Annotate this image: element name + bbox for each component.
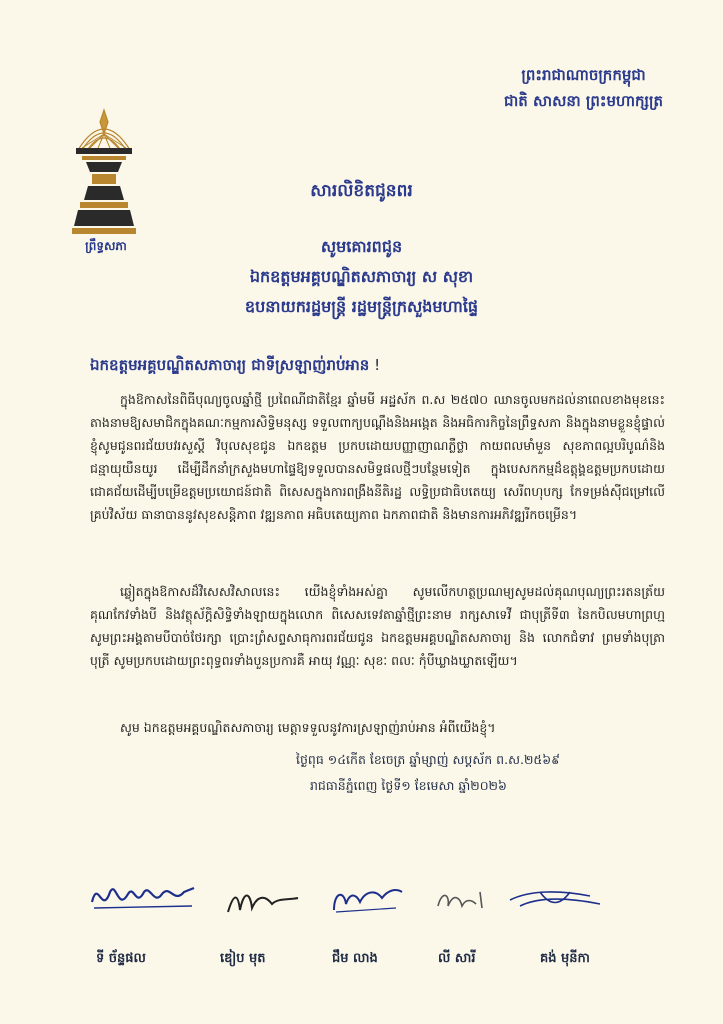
signature-5 (500, 872, 610, 922)
salutation-name: ឯកឧត្តមអគ្គបណ្ឌិតសភាចារ្យ ជាទីស្រឡាញ់រាប់អាន (90, 356, 370, 374)
senate-label: ព្រឹទ្ធសភា (85, 239, 127, 253)
signatory-2: ឌៀប មុត (220, 951, 266, 966)
signatory-1: ទី ច័ន្ទផល (96, 951, 146, 966)
kingdom-motto (504, 62, 663, 114)
letter-title: សារលិខិតជូនពរ (310, 181, 413, 201)
kingdom-name: ព្រះរាជាណាចក្រកម្ពុជា (521, 66, 646, 84)
solar-date: រាជធានីភ្នំពេញ ថ្ងៃទី១ ខែមេសា ឆ្នាំ២០២៦ (310, 778, 507, 793)
salutation (90, 356, 380, 378)
signatory-5: គង់ មុនីកា (540, 951, 590, 966)
recipient-role: ឧបនាយករដ្ឋមន្ត្រី រដ្ឋមន្ត្រីក្រសួងមហាផ្ទៃ (244, 297, 479, 316)
signatory-4: លី សារី (438, 951, 476, 966)
signatory-3: ជឹម លាង (332, 951, 378, 966)
lunar-date: ថ្ងៃពុធ ១៤កើត ខែចេត្រ ឆ្នាំម្សាញ់ សប្ដស័ក ព.ស.២៥៦៩ (296, 752, 560, 767)
national-motto: ជាតិ សាសនា ព្រះមហាក្សត្រ (504, 92, 663, 110)
paragraph-1: ក្នុងឱកាសនៃពិធីបុណ្យចូលឆ្នាំថ្មី ប្រពៃណីជាតិខ្មែរ ឆ្នាំមមី អដ្ឋស័ក ព.ស ២៥៧០ ឈានចូលមកដល់នាពេលខាងមុខនេះ តាងនាមឱ្យសមាជិកក្នុងគណៈកម្មការសិទ្ធិមនុស្ស ទទួលពាក្យបណ្ដឹងនិងអង្កេត និងអធិការកិច្ចនៃព្រឹទ្ធសភា និងក្នុងនាមខ្លួនខ្ញុំផ្ទាល់ ខ្ញុំសូមជូនពរជ័យបវរសួស្តី វិបុលសុខជូន ឯកឧត្តម ប្រកបដោយបញ្ញាញាណភ្លឺថ្លា កាយពលមាំមួន សុខភាពល្អបរិបូណ៌និងជន្មាយុយឺនយូរ ដើម្បីដឹកនាំក្រសួងមហាផ្ទៃឱ្យទទួលបានសមិទ្ធផលថ្មីៗបន្ថែមទៀត ក្នុងបេសកកម្មដ៏ឧត្តុង្គឧត្តមប្រកបដោយជោគជ័យដើម្បីបម្រើឧត្តមប្រយោជន៍ជាតិ ពិសេសក្នុងការពង្រឹងនីតិរដ្ឋ លទ្ធិប្រជាធិបតេយ្យ សេរីពហុបក្ស កែទម្រង់ស៊ីជម្រៅលើគ្រប់វិស័យ ធានាបាននូវសុខសន្តិភាព វឌ្ឍនភាព អធិបតេយ្យភាព ឯកភាពជាតិ និងមានការអភិវឌ្ឍរីកចម្រើន។ (90, 392, 665, 522)
respect-line: សូមគោរពជូន (320, 237, 403, 256)
signature-3 (326, 872, 406, 922)
signature-4 (432, 872, 492, 922)
paragraph-2: ឆ្លៀតក្នុងឱកាសដ៏វិសេសវិសាលនេះ យើងខ្ញុំទាំងអស់គ្នា សូមលើកហត្ថប្រណម្យសូមដល់គុណបុណ្យព្រះរតនត្រ័យ គុណកែវទាំងបី និងវត្ថុស័ក្តិសិទ្ធិទាំងឡាយក្នុងលោក ពិសេសទេវតាឆ្នាំថ្មីព្រះនាម រាក្សសាទេវី ជាបុត្រីទី៣ នៃកបិលមហាព្រហ្ម សូមព្រះអង្គតាមបីបាច់ថែរក្សា ប្រោះព្រំសព្ទសាធុការពរជ័យជូន ឯកឧត្តមអគ្គបណ្ឌិតសភាចារ្យ និង លោកជំទាវ ព្រមទាំងបុត្រា បុត្រី សូមប្រកបដោយព្រះពុទ្ធពរទាំងបួនប្រការគឺ អាយុ វណ្ណៈ សុខៈ ពលៈ កុំបីឃ្លាងឃ្លាតឡើយ។ (90, 584, 665, 668)
signature-2 (222, 872, 302, 922)
signature-1 (88, 872, 198, 922)
senate-seal-icon (68, 108, 140, 238)
paragraph-3: សូម ឯកឧត្តមអគ្គបណ្ឌិតសភាចារ្យ មេត្តាទទួលនូវការស្រឡាញ់រាប់អាន អំពីយើងខ្ញុំ។ (120, 720, 496, 735)
recipient-name: ឯកឧត្តមអគ្គបណ្ឌិតសភាចារ្យ ស សុខា (249, 267, 474, 286)
salutation-end: ! (369, 356, 381, 374)
